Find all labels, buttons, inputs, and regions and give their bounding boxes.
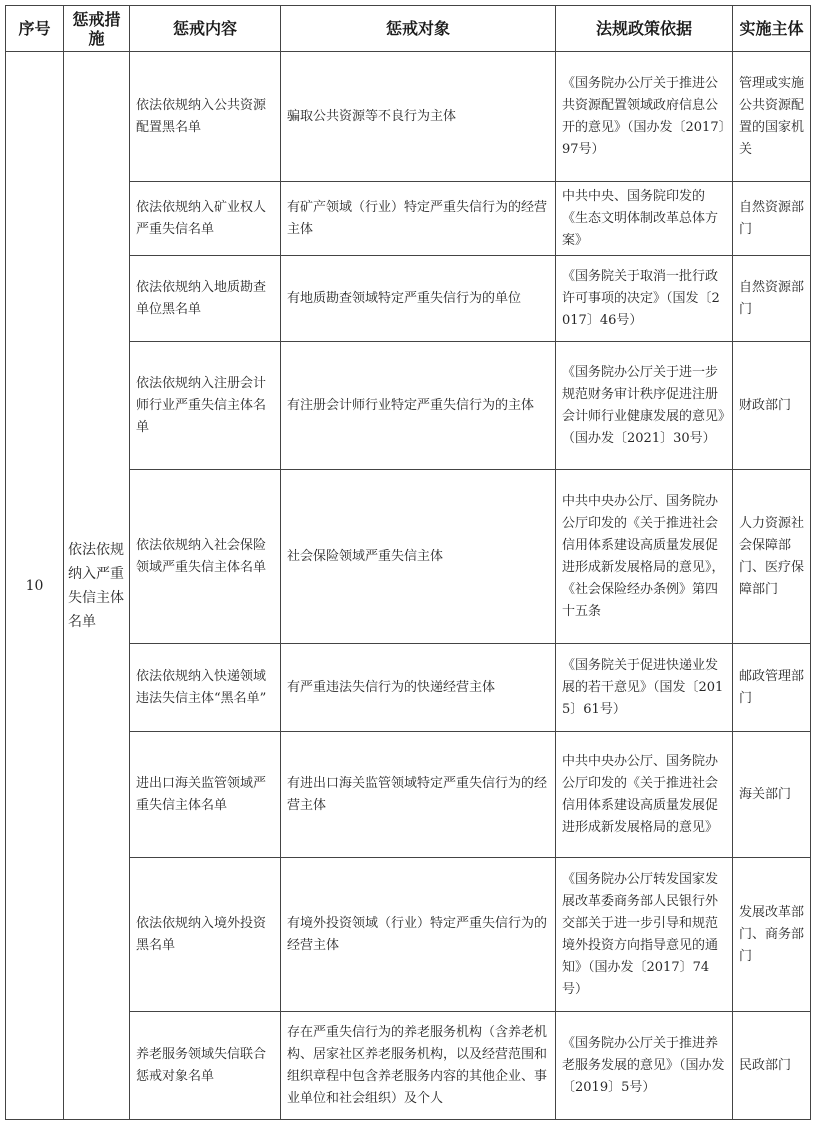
cell-basis: 《国务院办公厅转发国家发展改革委商务部人民银行外交部关于进一步引导和规范境外投资方向指导意见的通知》（国办发〔2017〕74号）	[556, 858, 733, 1012]
cell-target: 有注册会计师行业特定严重失信行为的主体	[281, 342, 556, 470]
header-basis: 法规政策依据	[556, 6, 733, 52]
cell-target: 有严重违法失信行为的快递经营主体	[281, 644, 556, 732]
header-target: 惩戒对象	[281, 6, 556, 52]
cell-target: 社会保险领域严重失信主体	[281, 470, 556, 644]
header-seq: 序号	[6, 6, 64, 52]
cell-content: 依法依规纳入境外投资黑名单	[130, 858, 281, 1012]
credit-punishment-table	[5, 5, 811, 1120]
cell-content: 依法依规纳入社会保险领域严重失信主体名单	[130, 470, 281, 644]
cell-basis: 《国务院关于促进快递业发展的若干意见》（国发〔2015〕61号）	[556, 644, 733, 732]
cell-subject: 人力资源社会保障部门、医疗保障部门	[733, 470, 811, 644]
cell-basis: 《国务院办公厅关于进一步规范财务审计秩序促进注册会计师行业健康发展的意见》（国办发〔2021〕30号）	[556, 342, 733, 470]
cell-subject: 管理或实施公共资源配置的国家机关	[733, 52, 811, 182]
cell-content: 养老服务领域失信联合惩戒对象名单	[130, 1012, 281, 1120]
cell-subject: 发展改革部门、商务部门	[733, 858, 811, 1012]
table-row	[6, 52, 811, 182]
cell-subject: 财政部门	[733, 342, 811, 470]
cell-subject: 自然资源部门	[733, 182, 811, 256]
cell-content: 依法依规纳入注册会计师行业严重失信主体名单	[130, 342, 281, 470]
cell-subject: 海关部门	[733, 732, 811, 858]
header-content: 惩戒内容	[130, 6, 281, 52]
header-row	[6, 6, 811, 52]
row-measure: 依法依规纳入严重失信主体名单	[64, 52, 130, 1120]
cell-target: 有境外投资领域（行业）特定严重失信行为的经营主体	[281, 858, 556, 1012]
cell-content: 依法依规纳入矿业权人严重失信名单	[130, 182, 281, 256]
cell-target: 存在严重失信行为的养老服务机构（含养老机构、居家社区养老服务机构，以及经营范围和组织章程中包含养老服务内容的其他企业、事业单位和社会组织）及个人	[281, 1012, 556, 1120]
cell-content: 进出口海关监管领域严重失信主体名单	[130, 732, 281, 858]
row-seq: 10	[6, 52, 64, 1120]
header-subject: 实施主体	[733, 6, 811, 52]
cell-basis: 中共中央办公厅、国务院办公厅印发的《关于推进社会信用体系建设高质量发展促进形成新发展格局的意见》，《社会保险经办条例》第四十五条	[556, 470, 733, 644]
cell-content: 依法依规纳入快递领域违法失信主体“黑名单”	[130, 644, 281, 732]
cell-subject: 民政部门	[733, 1012, 811, 1120]
cell-target: 骗取公共资源等不良行为主体	[281, 52, 556, 182]
cell-subject: 邮政管理部门	[733, 644, 811, 732]
cell-basis: 《国务院办公厅关于推进养老服务发展的意见》（国办发〔2019〕5号）	[556, 1012, 733, 1120]
header-measure: 惩戒措施	[64, 6, 130, 52]
cell-basis: 《国务院关于取消一批行政许可事项的决定》（国发〔2017〕46号）	[556, 256, 733, 342]
cell-basis: 中共中央办公厅、国务院办公厅印发的《关于推进社会信用体系建设高质量发展促进形成新发展格局的意见》	[556, 732, 733, 858]
cell-subject: 自然资源部门	[733, 256, 811, 342]
cell-target: 有地质勘查领域特定严重失信行为的单位	[281, 256, 556, 342]
cell-basis: 《国务院办公厅关于推进公共资源配置领域政府信息公开的意见》（国办发〔2017〕97号）	[556, 52, 733, 182]
cell-target: 有矿产领域（行业）特定严重失信行为的经营主体	[281, 182, 556, 256]
cell-content: 依法依规纳入地质勘查单位黑名单	[130, 256, 281, 342]
cell-basis: 中共中央、国务院印发的《生态文明体制改革总体方案》	[556, 182, 733, 256]
cell-content: 依法依规纳入公共资源配置黑名单	[130, 52, 281, 182]
cell-target: 有进出口海关监管领域特定严重失信行为的经营主体	[281, 732, 556, 858]
